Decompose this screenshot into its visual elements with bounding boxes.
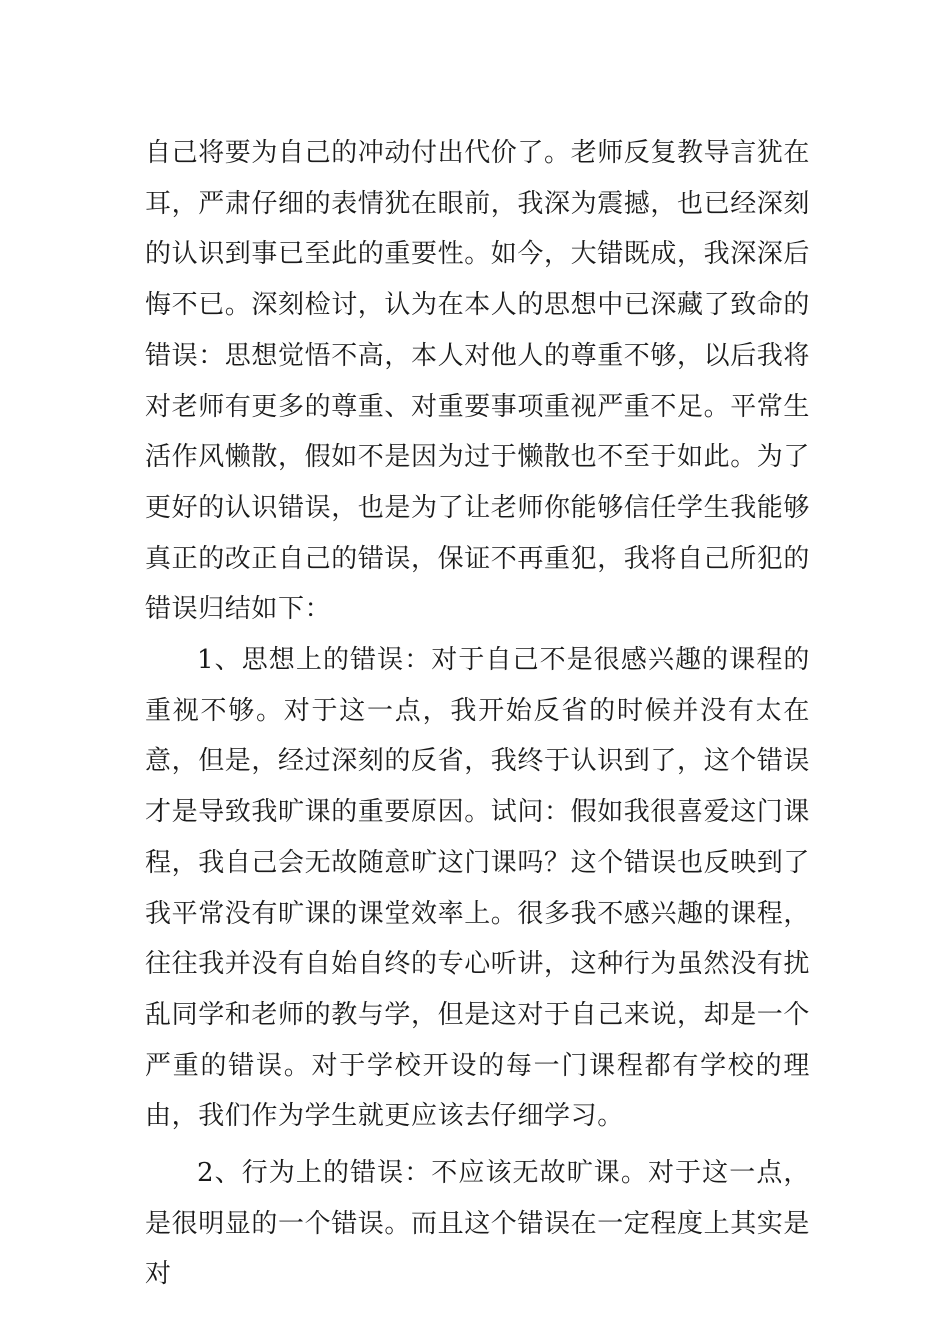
paragraph-point-1: 1、思想上的错误：对于自己不是很感兴趣的课程的重视不够。对于这一点，我开始反省的时候并没有太在意，但是，经过深刻的反省，我终于认识到了，这个错误才是导致我旷课的重要原因。试问：假如我很喜爱这门课程，我自己会无故随意旷这门课吗？这个错误也反映到了我平常没有旷课的课堂效率上。很多我不感兴趣的课程，往往我并没有自始自终的专心听讲，这种行为虽然没有扰乱同学和老师的教与学，但是这对于自己来说，却是一个严重的错误。对于学校开设的每一门课程都有学校的理由，我们作为学生就更应该去仔细学习。 [145, 645, 811, 1132]
paragraph-point-2: 2、行为上的错误：不应该无故旷课。对于这一点，是很明显的一个错误。而且这个错误在一定程度上其实是对 [145, 1158, 811, 1290]
document-body [145, 128, 810, 1300]
paragraph-continuation: 自己将要为自己的冲动付出代价了。老师反复教导言犹在耳，严肃仔细的表情犹在眼前，我深为震撼，也已经深刻的认识到事已至此的重要性。如今，大错既成，我深深后悔不已。深刻检讨，认为在本人的思想中已深藏了致命的错误：思想觉悟不高，本人对他人的尊重不够，以后我将对老师有更多的尊重、对重要事项重视严重不足。平常生活作风懒散，假如不是因为过于懒散也不至于如此。为了更好的认识错误，也是为了让老师你能够信任学生我能够真正的改正自己的错误，保证不再重犯，我将自己所犯的错误归结如下： [145, 138, 811, 625]
